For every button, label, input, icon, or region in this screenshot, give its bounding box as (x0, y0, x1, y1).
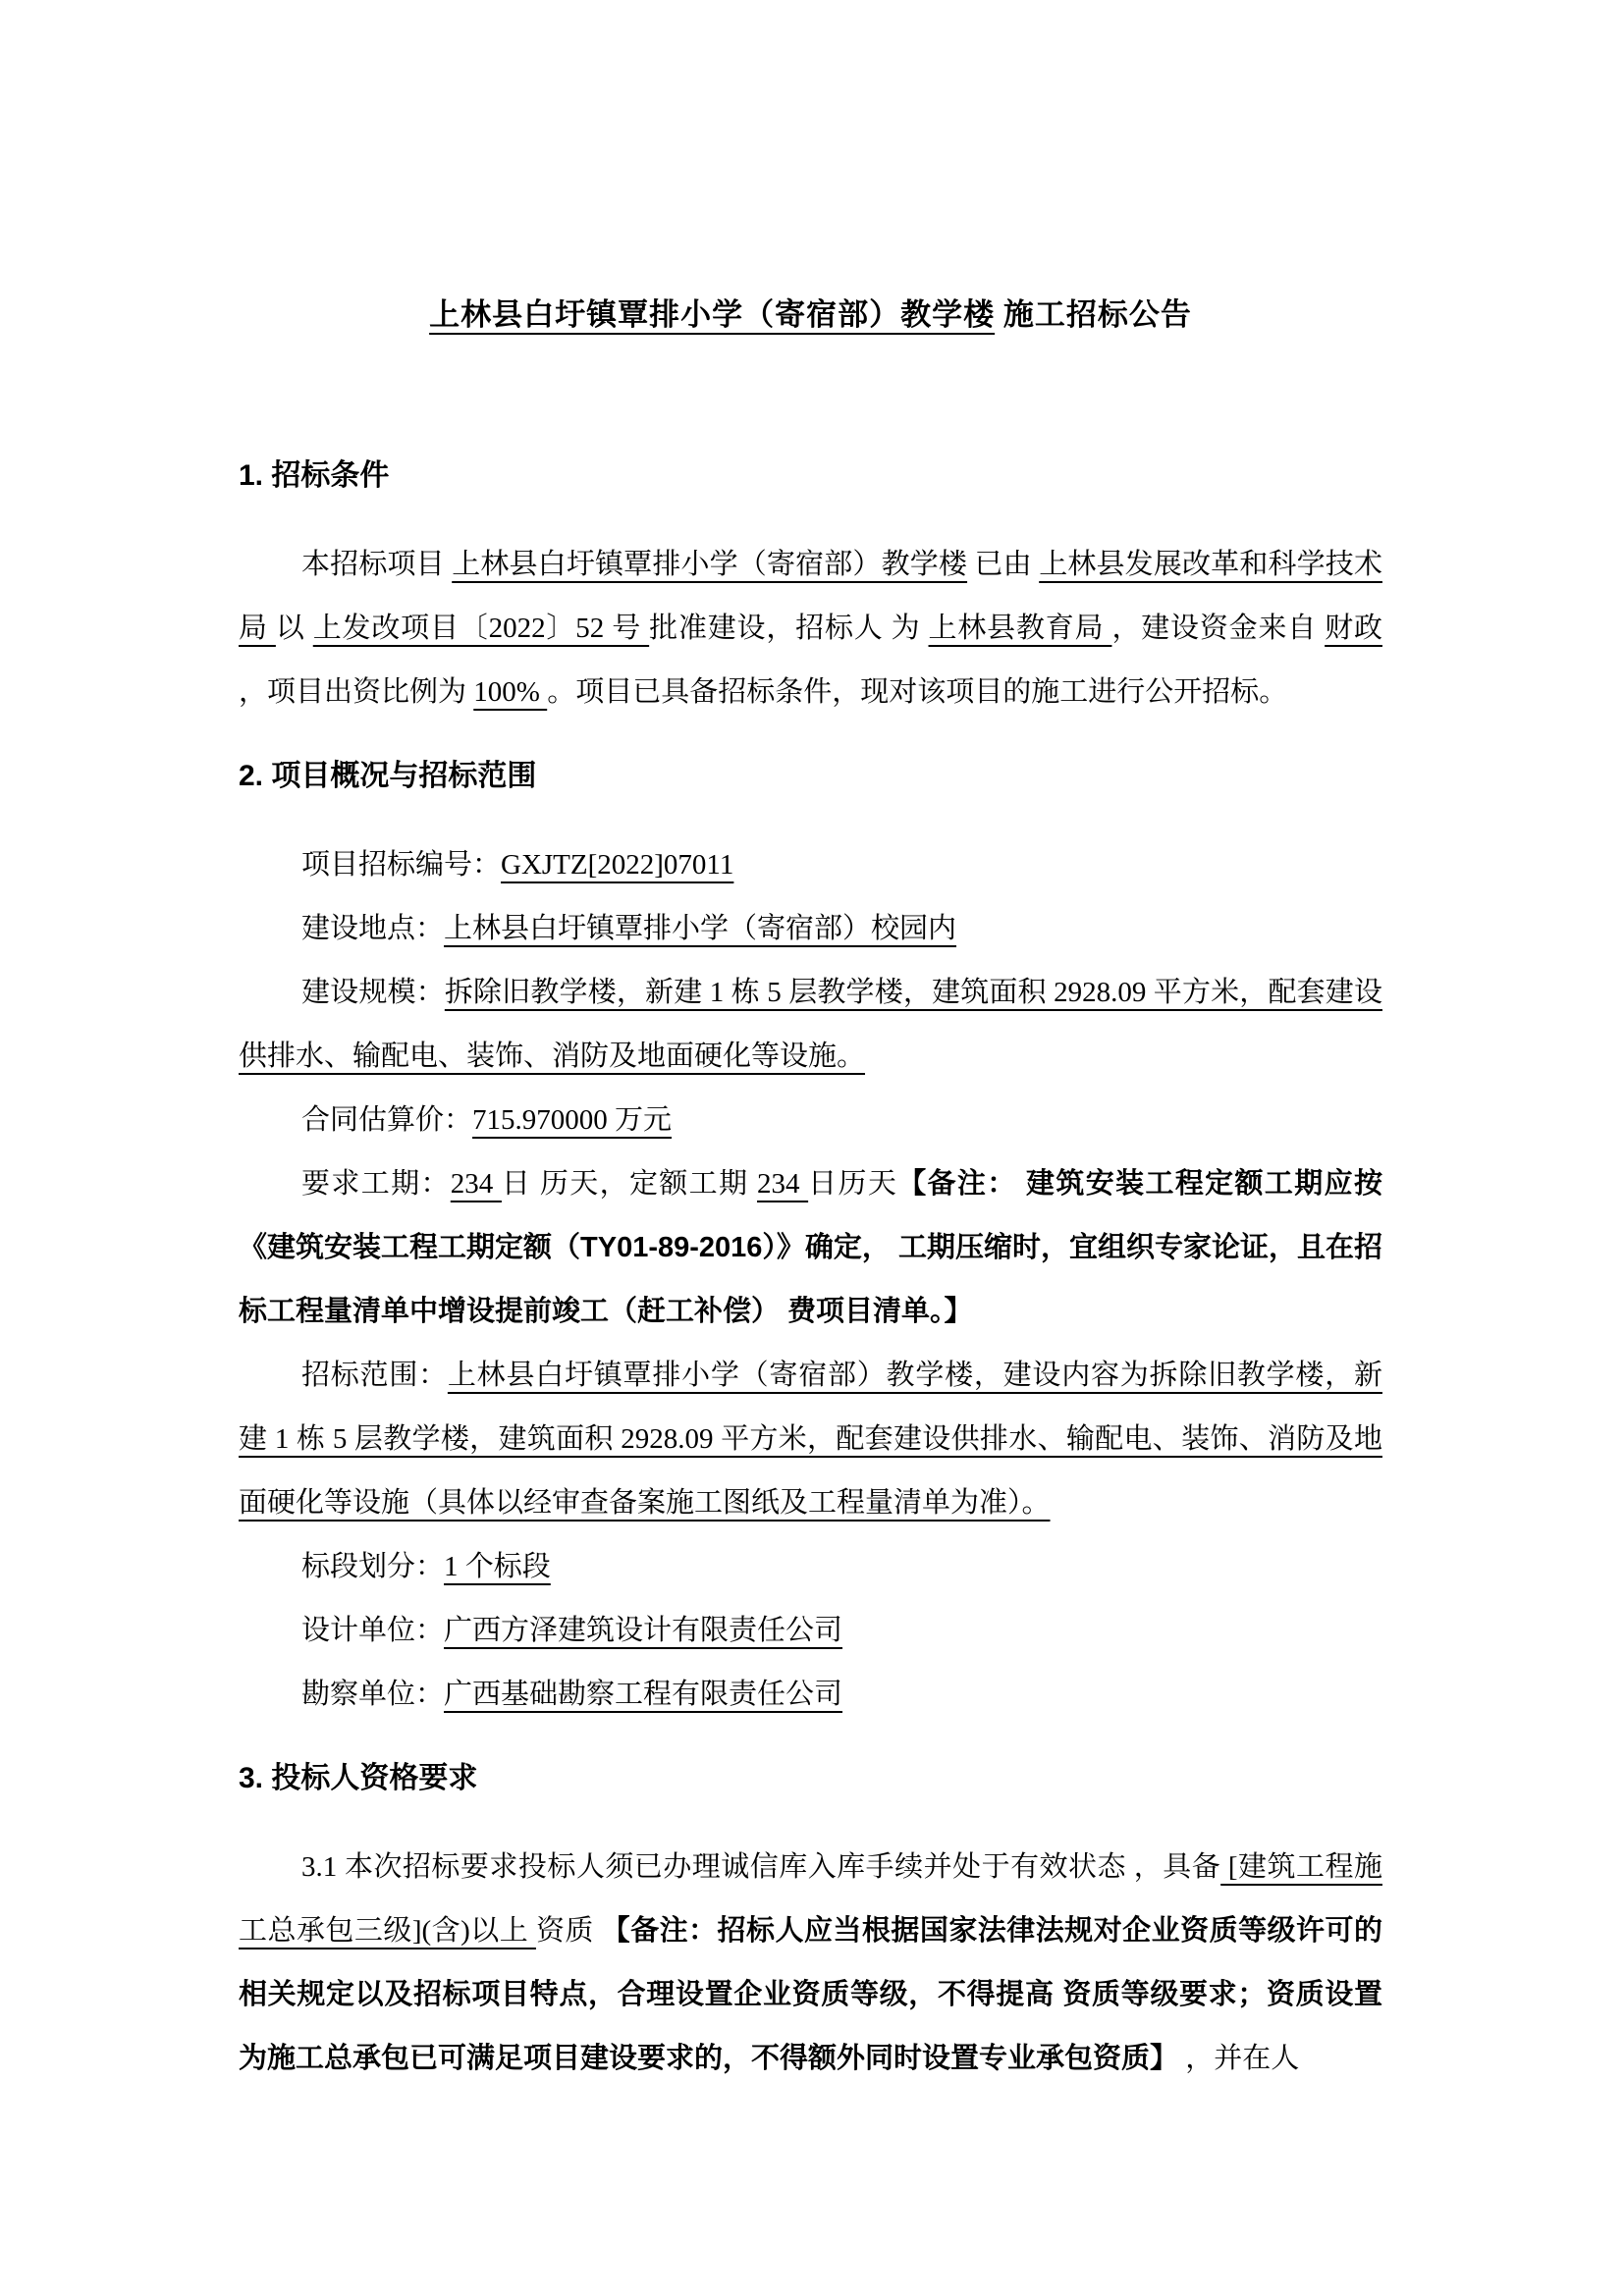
underlined-field-text: 上发改项目〔2022〕52 号 (312, 613, 650, 644)
text-run: 设计单位： (301, 1615, 445, 1646)
text-run: 日历天 (808, 1168, 898, 1200)
text-run: 施工招标公告 (995, 297, 1192, 332)
underlined-field-text: 100% (473, 676, 548, 708)
underlined-field-text: 财政 (1325, 613, 1382, 644)
text-run: 3.1 本次招标要求投标人须已办理诚信库入库手续并处于有效状态 ，具备 (301, 1851, 1221, 1883)
para-survey-unit (239, 1663, 1382, 1727)
text-run: 要求工期： (301, 1168, 451, 1200)
section-heading-3: 3. 投标人资格要求 (239, 1762, 478, 1794)
underlined-field-text: GXJTZ[2022]07011 (501, 849, 734, 881)
para-bidder-qualification (239, 1836, 1382, 2091)
underlined-field-text: 上林县教育局 (928, 613, 1112, 644)
underlined-field-text: 234 (757, 1168, 809, 1200)
underlined-field-text: 上林县白圩镇覃排小学（寄宿部）教学楼 (452, 549, 968, 580)
text-run: 勘察单位： (301, 1679, 445, 1710)
text-run: ，项目出资比例为 (239, 676, 474, 708)
text-run: 标段划分： (301, 1551, 445, 1582)
bold-note-text: 【备注： 建筑安装工程定额工期应按《建筑安装工程工期定额（TY01-89-2016）》确定， 工期压缩时，宜组织专家论证，且在招标工程量清单中增设提前竣工（赶工补偿） 费项目清单。】 (239, 1168, 1382, 1327)
para-bidding-scope (239, 1344, 1382, 1535)
para-construction-scale (239, 961, 1382, 1089)
document-body (239, 444, 1382, 2091)
para-required-duration (239, 1152, 1382, 1344)
text-run: 招标范围： (301, 1360, 448, 1391)
text-run: 建设规模： (301, 977, 445, 1008)
underlined-field-text: 广西方泽建筑设计有限责任公司 (444, 1615, 843, 1646)
bold-note-text: 【备注：招标人应当根据国家法律法规对企业资质等级许可的相关规定以及招标项目特点，合理设置企业资质等级，不得提高 资质等级要求；资质设置为施工总承包已可满足项目建设要求的，不得额外同时设置专业承包资质】 (239, 1915, 1382, 2074)
underlined-field-text: 上林县发展改革和科学技术局 (239, 549, 1382, 644)
text-run: 合同估算价： (301, 1104, 473, 1136)
para-project-code (239, 833, 1382, 897)
text-run: 资质 (535, 1915, 602, 1947)
para-design-unit (239, 1599, 1382, 1663)
text-run: 日 历天，定额工期 (501, 1168, 757, 1200)
underlined-field-text: 715.970000 万元 (472, 1104, 673, 1136)
underlined-field-text: 广西基础勘察工程有限责任公司 (444, 1679, 843, 1710)
text-run: 本招标项目 (301, 549, 453, 580)
text-run: ，并在人 (1178, 2043, 1300, 2074)
text-run: 建设地点： (301, 913, 445, 944)
text-run: 。项目已具备招标条件，现对该项目的施工进行公开招标。 (547, 676, 1288, 708)
underlined-field-text: 上林县白圩镇覃排小学（寄宿部）教学楼 (429, 297, 996, 332)
text-run: ，建设资金来自 (1111, 613, 1326, 644)
text-run: 项目招标编号： (301, 849, 502, 881)
para-contract-estimate (239, 1089, 1382, 1152)
document-title (239, 283, 1382, 347)
text-run: 以 (275, 613, 313, 644)
para-lot-division (239, 1535, 1382, 1599)
underlined-field-text: 上林县白圩镇覃排小学（寄宿部）校园内 (444, 913, 957, 944)
section-heading-2: 2. 项目概况与招标范围 (239, 760, 537, 792)
underlined-field-text: 拆除旧教学楼，新建 1 栋 5 层教学楼，建筑面积 2928.09 平方米，配套建设供排水、输配电、装饰、消防及地面硬化等设施。 (239, 977, 1382, 1072)
text-run: 批准建设，招标人 为 (649, 613, 929, 644)
text-run: 已由 (967, 549, 1040, 580)
para-construction-site (239, 897, 1382, 961)
para-bidding-conditions (239, 533, 1382, 724)
underlined-field-text: 1 个标段 (444, 1551, 551, 1582)
section-heading-1: 1. 招标条件 (239, 459, 390, 492)
underlined-field-text: 234 (450, 1168, 502, 1200)
underlined-field-text: [建筑工程施工总承包三级](含)以上 (239, 1851, 1382, 1947)
underlined-field-text: 上林县白圩镇覃排小学（寄宿部）教学楼，建设内容为拆除旧教学楼，新建 1 栋 5 层教学楼，建筑面积 2928.09 平方米，配套建设供排水、输配电、装饰、消防及地面硬化等设施（具体以经审查备案施工图纸及工程量清单为准）。 (239, 1360, 1382, 1519)
